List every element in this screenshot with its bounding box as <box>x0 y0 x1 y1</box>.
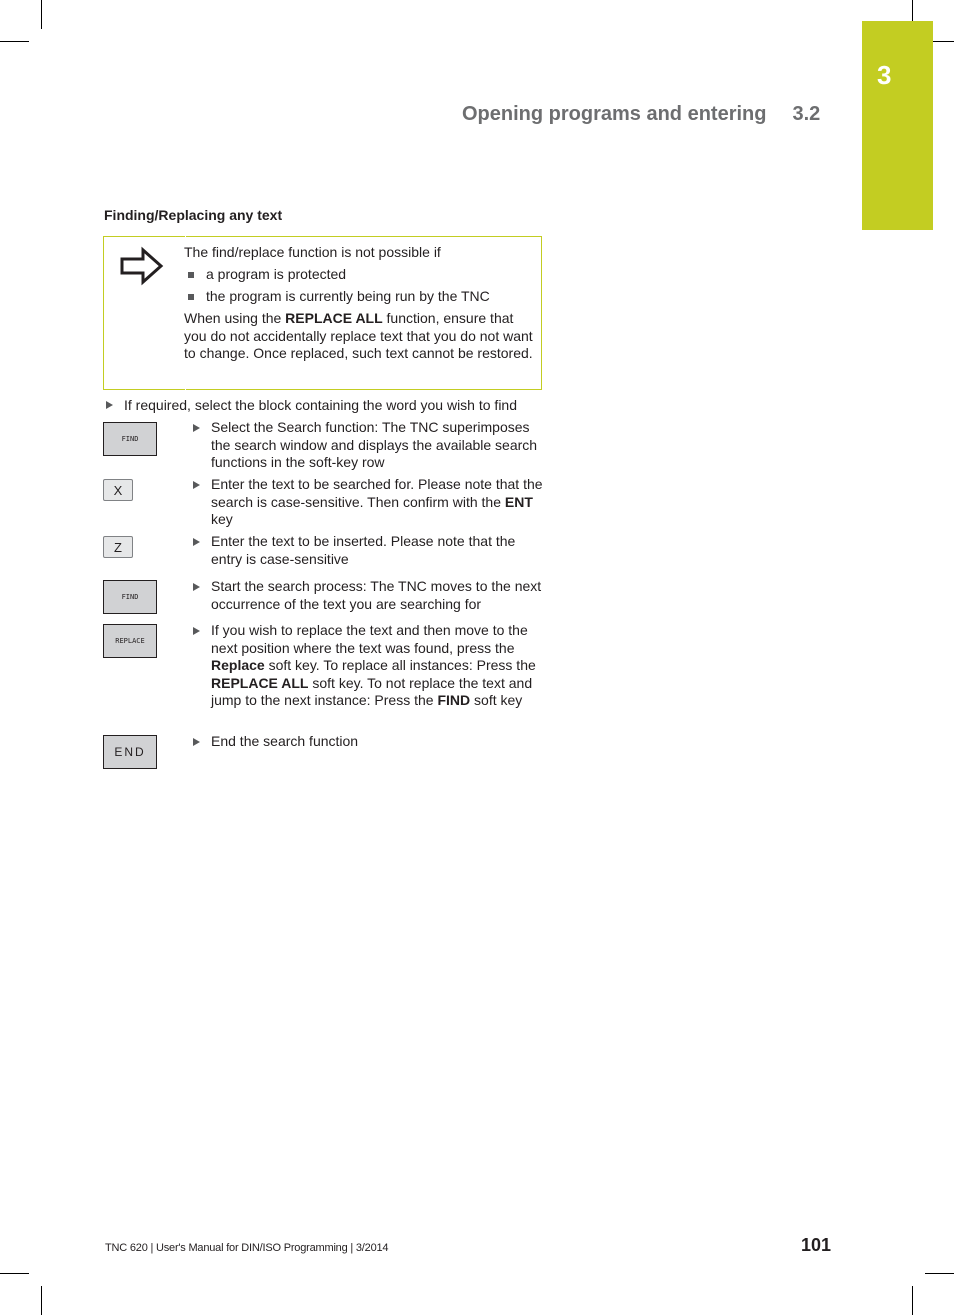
step-text: End the search function <box>211 733 359 749</box>
note-body <box>184 244 534 363</box>
replace-softkey[interactable]: REPLACE <box>103 624 157 658</box>
running-header <box>462 103 820 126</box>
note-warning <box>184 310 534 363</box>
section-number: 3.2 <box>792 103 821 125</box>
crop-mark <box>41 0 42 29</box>
crop-mark <box>0 41 29 42</box>
note-intro: The find/replace function is not possible if <box>184 244 441 260</box>
step-text: If you wish to replace the text and then move to the next position where the text was found, press the Replace soft key. To replace all instances: Press the REPLACE ALL soft key. To not replace the text and jump to the next instance: Press the FIND soft key <box>211 622 536 709</box>
find-softkey[interactable]: FIND <box>103 580 157 614</box>
step-text: Enter the text to be inserted. Please note that the entry is case-sensitive <box>211 533 516 567</box>
triangle-bullet-icon <box>193 481 200 489</box>
note-icon-cell <box>103 236 185 390</box>
step-text: Start the search process: The TNC moves to the next occurrence of the text you are searching for <box>211 578 542 612</box>
find-softkey[interactable]: FIND <box>103 422 157 456</box>
chapter-tab <box>862 21 933 230</box>
bullet-text: the program is currently being run by the TNC <box>206 288 490 304</box>
warning-text: When using the <box>184 310 286 326</box>
crop-mark <box>912 0 913 21</box>
lead-step <box>106 397 517 413</box>
footer-text: TNC 620 | User's Manual for DIN/ISO Programming | 3/2014 <box>105 1242 389 1254</box>
running-title: Opening programs and entering <box>462 103 767 125</box>
end-softkey[interactable]: END <box>103 735 157 769</box>
bullet-square-icon <box>188 294 194 300</box>
x-key[interactable]: X <box>103 479 133 501</box>
lead-step-text: If required, select the block containing the word you wish to find <box>124 397 517 413</box>
page-number: 101 <box>801 1235 832 1255</box>
crop-mark <box>925 1273 954 1274</box>
note-bullet <box>184 288 534 306</box>
bullet-text: a program is protected <box>206 266 347 282</box>
triangle-bullet-icon <box>193 538 200 546</box>
triangle-bullet-icon <box>193 738 200 746</box>
crop-mark <box>41 1286 42 1315</box>
crop-mark <box>933 41 954 42</box>
warning-text: function, ensure that you do not accidentally replace text that you do not want to change. Once replaced, such text cannot be restored. <box>184 310 533 361</box>
chapter-number: 3 <box>877 60 892 90</box>
step-text: Enter the text to be searched for. Please note that the search is case-sensitive. Then confirm with the ENT key <box>211 476 543 528</box>
triangle-bullet-icon <box>193 583 200 591</box>
z-key[interactable]: Z <box>103 536 133 558</box>
arrow-right-icon <box>119 246 165 286</box>
section-title: Finding/Replacing any text <box>104 207 283 223</box>
triangle-bullet-icon <box>193 424 200 432</box>
warning-key: REPLACE ALL <box>285 310 383 326</box>
triangle-bullet-icon <box>193 627 200 635</box>
crop-mark <box>0 1273 29 1274</box>
crop-mark <box>912 1286 913 1315</box>
triangle-bullet-icon <box>106 401 113 409</box>
bullet-square-icon <box>188 272 194 278</box>
step-text: Select the Search function: The TNC superimposes the search window and displays the available search functions in the soft-key row <box>211 419 538 471</box>
note-bullet <box>184 266 534 284</box>
